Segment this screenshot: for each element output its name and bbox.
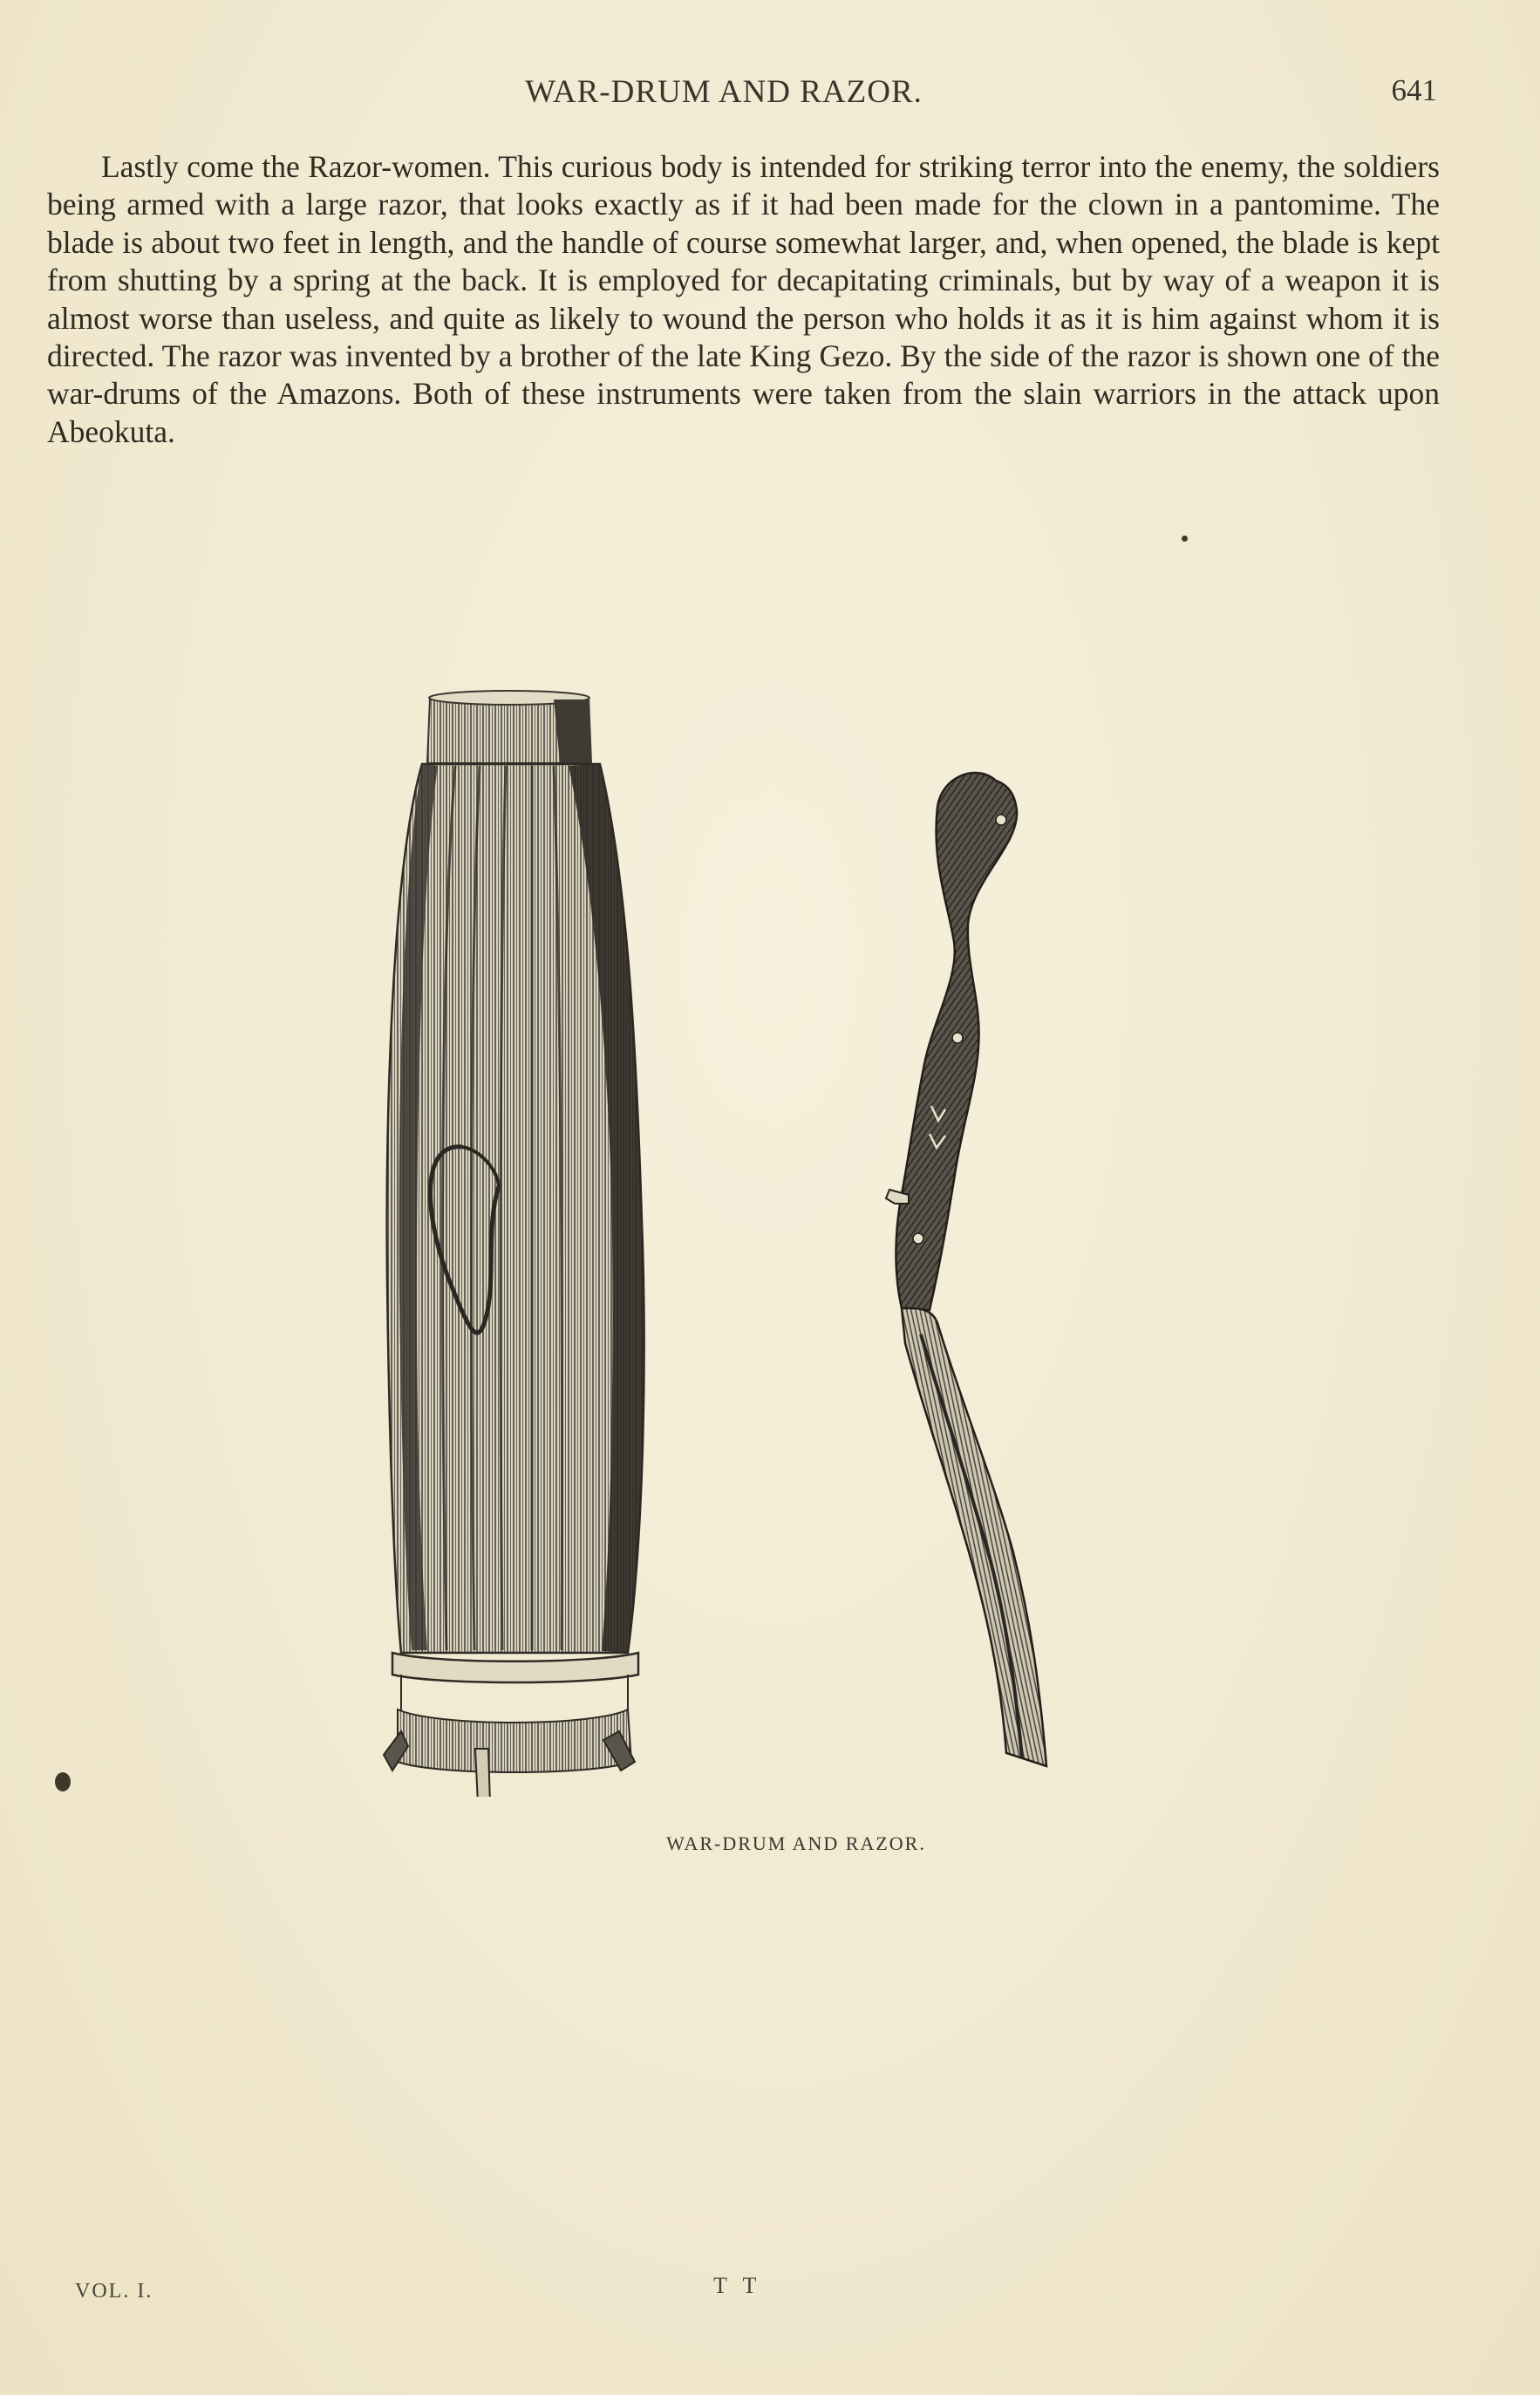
razor-drawing <box>886 773 1046 1766</box>
ink-speck <box>1182 536 1188 542</box>
figure-caption: WAR-DRUM AND RAZOR. <box>666 1832 926 1854</box>
page-number: 641 <box>1391 73 1437 107</box>
volume-marker: VOL. I. <box>75 2280 153 2303</box>
war-drum-and-razor-illustration <box>366 680 1151 1797</box>
signature-mark: T T <box>713 2273 762 2298</box>
running-head-title: WAR-DRUM AND RAZOR. <box>525 74 923 110</box>
ink-speck <box>55 1772 71 1791</box>
body-text <box>47 148 1440 451</box>
paragraph: Lastly come the Razor-women. This curious body is intended for striking terror into the enemy, the soldiers being armed with a large razor, that looks exactly as if it had been made for the clown in a pantomime. The blade is about two feet in length, and the handle of course somewhat larger, and, when opened, the blade is kept from shutting by a spring at the back. It is employed for decapitating criminals, but by way of a weapon it is almost worse than useless, and quite as likely to wound the person who holds it as it is him against whom it is directed. The razor was invented by a brother of the late King Gezo. By the side of the razor is shown one of the war-drums of the Amazons. Both of these instruments were taken from the slain warriors in the attack upon Abeokuta. <box>47 149 1440 449</box>
war-drum-drawing <box>384 691 644 1797</box>
